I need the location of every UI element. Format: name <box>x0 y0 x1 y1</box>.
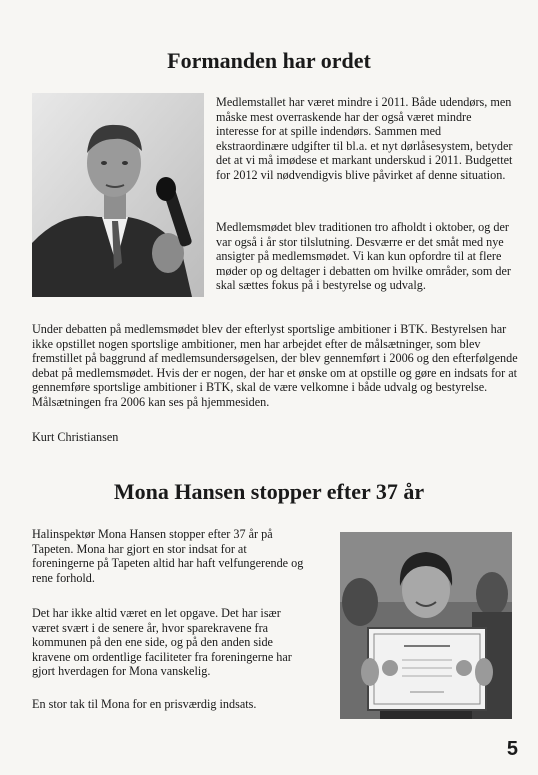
article2-paragraph-3: En stor tak til Mona for en prisværdig indsats. <box>32 697 257 711</box>
article-title-formanden: Formanden har ordet <box>167 48 371 73</box>
page-number: 5 <box>506 738 518 760</box>
article2-paragraph-1: Halinspektør Mona Hansen stopper efter 37 år på Tapeten. Mona har gjort en stor indsat for at foreningerne på Tapeten altid har haft velfungerende og rene forhold. <box>32 527 304 585</box>
mona-photo-illustration <box>340 532 512 719</box>
photo-chairman-speaking <box>32 93 204 297</box>
article1-paragraph-3: Under debatten på medlemsmødet blev der efterlyst sportslige ambitioner i BTK. Bestyrelsen har ikke opstillet nogen sportslige ambitioner, men har arbejdet efter de målsætninger, som blev fremstillet på baggrund af medlemsundersøgelsen, der blev gennemført i 2006 og den efterfølgende debat på medlemsmødet. Hvis der er nogen, der har et ønske om at opstille og gøre en indsats for at gennemføre sportslige ambitioner i BTK, skal de være velkomne i både udvalg og bestyrelse. Målsætningen fra 2006 kan ses på hjemmesiden. <box>32 322 518 409</box>
article1-paragraph-1: Medlemstallet har været mindre i 2011. Både udendørs, men måske mest overraskende har der også været mindre interesse for at spille indendørs. Sammen med ekstraordinære udgifter til bl.a. et nyt dørlåsesystem, betyder det at vi må imødese et markant underskud i 2011. Budgettet for 2012 vil nødvendigvis blive påvirket af denne situation. <box>216 95 513 182</box>
article-title-mona-hansen: Mona Hansen stopper efter 37 år <box>113 479 425 504</box>
photo-mona-with-diploma <box>340 532 512 719</box>
chairman-photo-illustration <box>32 93 204 297</box>
article2-paragraph-2: Det har ikke altid været en let opgave. Det har især været svært i de senere år, hvor sparekravene fra kommunen på den ene side, og på den anden side kravene om ordentlige faciliteter fra foreningerne har gjort hverdagen for Mona vanskelig. <box>32 606 292 679</box>
article1-signature: Kurt Christiansen <box>32 430 119 444</box>
article1-paragraph-2: Medlemsmødet blev traditionen tro afholdt i oktober, og der var også i år stor tilslutning. Desværre er det småt med nye ansigter på medlemsmødet. Vi kan kun opfordre til at flere møder op og deltager i debatten om hvilke områder, som der skal sættes fokus på i bestyrelse og udvalg. <box>216 220 511 293</box>
